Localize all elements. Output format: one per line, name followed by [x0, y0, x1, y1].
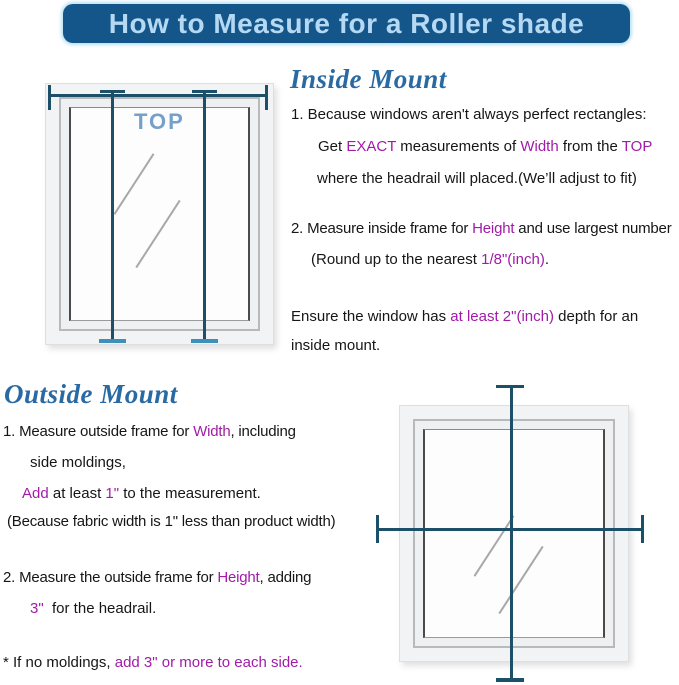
inside-step2-line1 — [291, 220, 672, 237]
inside-step1-line2 — [318, 138, 652, 155]
highlight-depth: at least 2"(inch) — [450, 308, 554, 325]
inside-note-line1 — [291, 308, 638, 325]
text-segment: * If no moldings, — [3, 654, 115, 671]
text-segment: from the — [558, 138, 622, 155]
outside-step1-line1 — [3, 423, 296, 440]
height-measurement-line-left — [111, 91, 114, 342]
page-title: How to Measure for a Roller shade — [108, 7, 585, 39]
inside-step1-line3: where the headrail will placed.(We’ll adjust to fit) — [317, 170, 637, 187]
text-segment: Get — [318, 138, 347, 155]
text-segment: 1. Measure outside frame for — [3, 423, 194, 440]
outside-width-right-cap — [641, 515, 644, 543]
width-measurement-line — [49, 94, 268, 97]
highlight-eighth-inch: 1/8"(inch) — [481, 251, 545, 268]
height-measure-left-top-cap — [100, 90, 125, 93]
text-segment: , adding — [259, 569, 312, 586]
highlight-height: Height — [472, 220, 515, 237]
outside-mount-window-figure — [399, 405, 629, 662]
text-segment: 2. Measure the outside frame for — [3, 569, 218, 586]
text-segment: (Round up to the nearest — [311, 251, 482, 268]
glass-reflection-line — [114, 153, 155, 214]
top-label: TOP — [134, 109, 185, 134]
highlight-add: Add — [22, 485, 49, 502]
header-banner — [63, 4, 630, 43]
height-measurement-line-right — [203, 91, 206, 342]
highlight-one-inch: 1" — [105, 485, 120, 502]
outside-height-top-cap — [496, 385, 524, 388]
text-segment: Ensure the window has — [291, 308, 451, 325]
window-inner-frame — [413, 419, 615, 648]
highlight-width: Width — [193, 423, 231, 440]
highlight-width: Width — [520, 138, 559, 155]
highlight-exact: EXACT — [346, 138, 397, 155]
outside-mount-heading: Outside Mount — [4, 379, 178, 409]
text-segment: and use largest number — [514, 220, 672, 237]
height-measure-right-bottom-cap — [191, 339, 218, 343]
highlight-height: Height — [217, 569, 260, 586]
outside-step1-line2: side moldings, — [30, 454, 126, 471]
text-segment: . — [544, 251, 549, 268]
width-measure-right-cap — [265, 85, 268, 110]
text-segment: depth for an — [553, 308, 639, 325]
inside-mount-heading: Inside Mount — [290, 64, 447, 94]
height-measure-left-bottom-cap — [99, 339, 126, 343]
text-segment: , including — [230, 423, 296, 440]
text-segment: measurements of — [396, 138, 521, 155]
height-measure-right-top-cap — [192, 90, 217, 93]
outside-step1-line3 — [22, 485, 261, 502]
highlight-top: TOP — [621, 138, 653, 155]
glass-reflection-line — [135, 200, 180, 268]
highlight-three-inch: 3" — [30, 600, 44, 617]
window-glass — [69, 107, 250, 321]
outside-step2-line1 — [3, 569, 311, 586]
outside-height-bottom-cap — [496, 678, 524, 682]
window-glass — [423, 429, 605, 638]
highlight-add-three: add 3" or more to each side. — [114, 654, 303, 671]
outside-footnote — [3, 654, 303, 671]
width-measure-left-cap — [48, 85, 51, 110]
outside-width-left-cap — [376, 515, 379, 543]
glass-reflection-line — [474, 515, 515, 576]
glass-reflection-line — [498, 546, 543, 614]
text-segment: 2. Measure inside frame for — [291, 220, 473, 237]
outside-height-measurement-line — [510, 386, 513, 682]
text-segment: at least — [48, 485, 106, 502]
outside-step2-line2 — [30, 600, 156, 617]
text-segment: for the headrail. — [43, 600, 157, 617]
outside-width-measurement-line — [377, 528, 643, 531]
outside-step1-line4: (Because fabric width is 1" less than product width) — [7, 513, 336, 530]
inside-note-line2: inside mount. — [291, 337, 381, 354]
inside-step1-line1: 1. Because windows aren't always perfect rectangles: — [291, 106, 647, 123]
text-segment: to the measurement. — [119, 485, 261, 502]
inside-step2-line2 — [311, 251, 549, 268]
